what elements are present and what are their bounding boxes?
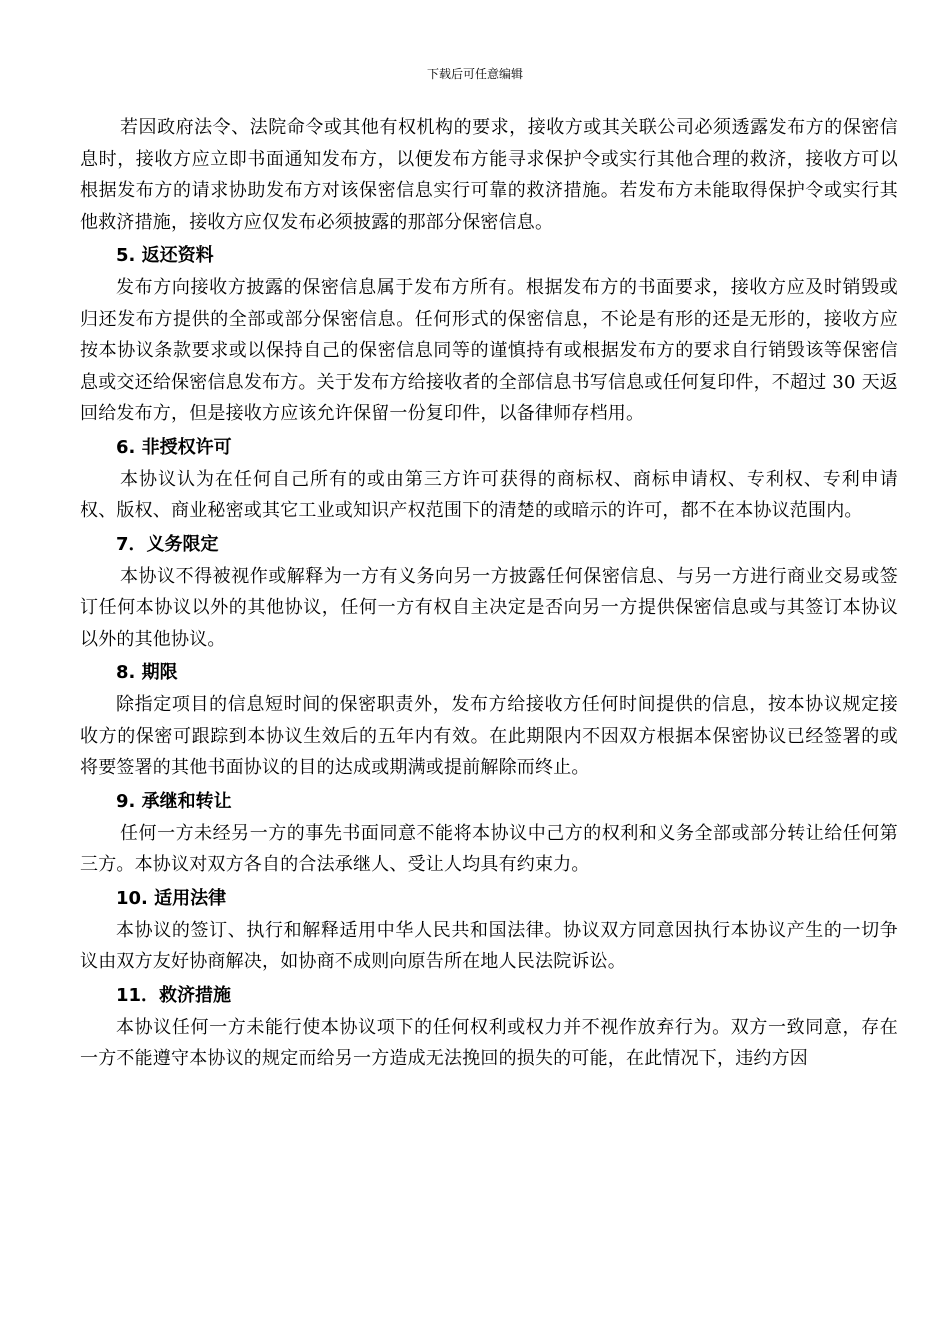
section-heading-obligation-limitation: 7．义务限定 [116,533,219,555]
intro-paragraph: 若因政府法令、法院命令或其他有权机构的要求，接收方或其关联公司必须透露发布方的保密信息时，接收方应立即书面通知发布方，以便发布方能寻求保护令或实行其他合理的救济，接收方可以根据发布方的请求协助发布方对该保密信息实行可靠的救济措施。若发布方未能取得保护令或实行其他救济措施，接收方应仅发布必须披露的那部分保密信息。 [80,117,898,233]
section-heading-non-authorized-license: 6. 非授权许可 [116,436,232,458]
section-body-obligation-limitation: 本协议不得被视作或解释为一方有义务向另一方披露任何保密信息、与另一方进行商业交易或签订任何本协议以外的其他协议，任何一方有权自主决定是否向另一方提供保密信息或与其签订本协议以外的其他协议。 [80,565,898,650]
section-heading-return-materials: 5. 返还资料 [116,245,214,266]
section-heading-remedies: 11．救济措施 [116,984,232,1006]
section-body-return-materials: 发布方向接收方披露的保密信息属于发布方所有。根据发布方的书面要求，接收方应及时销毁或归还发布方提供的全部或部分保密信息。任何形式的保密信息，不论是有形的还是无形的，接收方应按本协议条款要求或以保持自己的保密信息同等的谨慎持有或根据发布方的要求自行销毁该等保密信息或交还给保密信息发布方。关于发布方给接收者的全部信息书写信息或任何复印件，不超过 30 天返回给发布方，但是接收方应该允许保留一份复印件，以备律师存档用。 [80,277,898,424]
section-heading-term: 8. 期限 [116,662,178,683]
section-body-term: 除指定项目的信息短时间的保密职责外，发布方给接收方任何时间提供的信息，按本协议规定接收方的保密可跟踪到本协议生效后的五年内有效。在此期限内不因双方根据本保密协议已经签署的或将要签署的其他书面协议的目的达成或期满或提前解除而终止。 [80,694,898,778]
section-body-applicable-law: 本协议的签订、执行和解释适用中华人民共和国法律。协议双方同意因执行本协议产生的一切争议由双方友好协商解决，如协商不成则向原告所在地人民法院诉讼。 [80,919,898,972]
section-body-non-authorized-license: 本协议认为在任何自己所有的或由第三方许可获得的商标权、商标申请权、专利权、专利申请权、版权、商业秘密或其它工业或知识产权范围下的清楚的或暗示的许可，都不在本协议范围内。 [80,468,898,521]
section-body-remedies: 本协议任何一方未能行使本协议项下的任何权利或权力并不视作放弃行为。双方一致同意，存在一方不能遵守本协议的规定而给另一方造成无法挽回的损失的可能，在此情况下，违约方因 [80,1016,898,1069]
page-header-note: 下载后可任意编辑 [426,67,523,81]
section-heading-applicable-law: 10. 适用法律 [116,887,227,909]
document-body [80,112,898,1075]
section-body-succession-transfer: 任何一方未经另一方的事先书面同意不能将本协议中己方的权利和义务全部或部分转让给任何第三方。本协议对双方各自的合法承继人、受让人均具有约束力。 [80,822,898,875]
section-heading-succession-transfer: 9. 承继和转让 [116,790,232,812]
